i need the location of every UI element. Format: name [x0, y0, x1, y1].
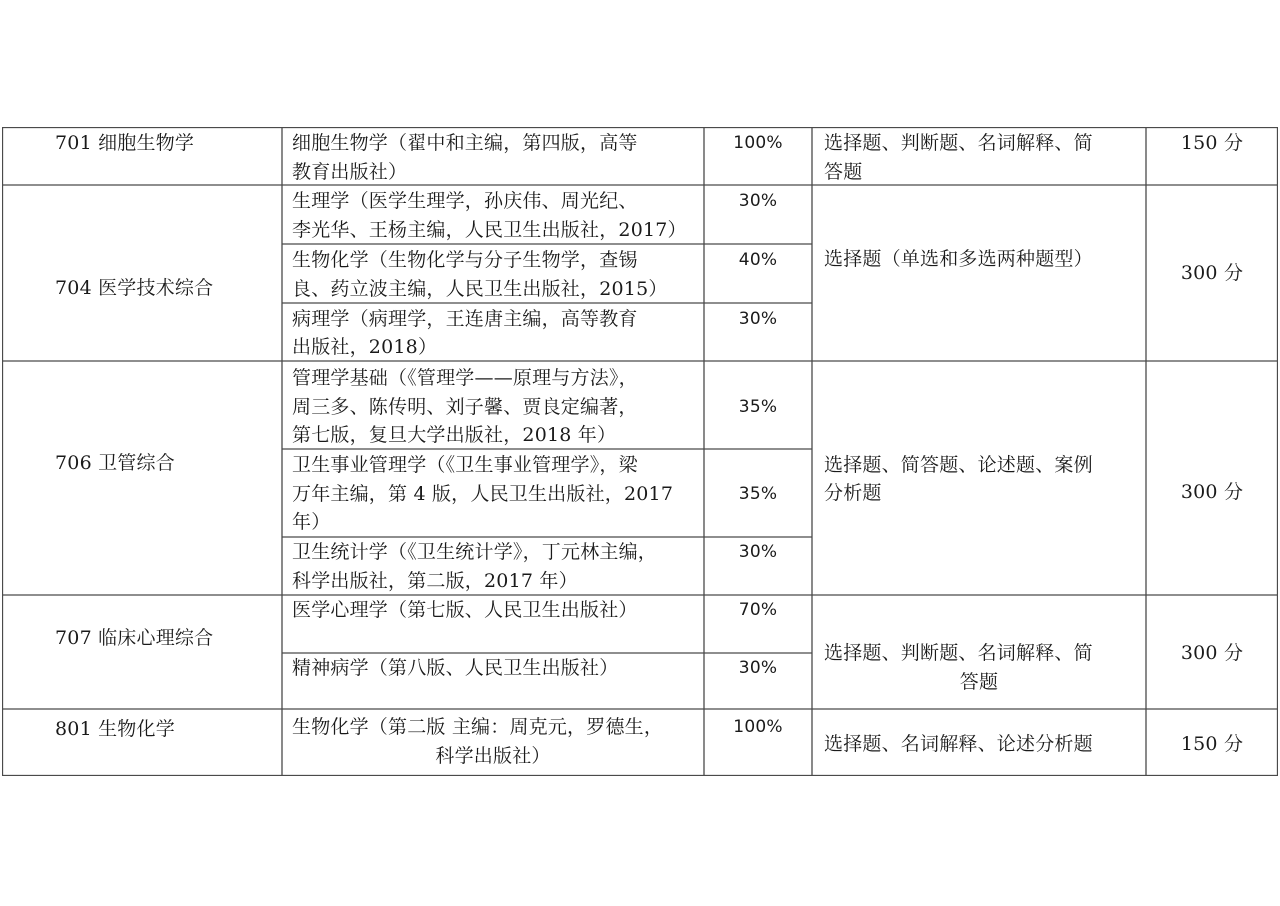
book-line: 细胞生物学（翟中和主编，第四版，高等: [292, 132, 638, 154]
question-type-line: 选择题、判断题、名词解释、简: [824, 132, 1093, 154]
percent-value: 30%: [738, 309, 778, 329]
percent-value: 40%: [738, 250, 778, 270]
book-line: 病理学（病理学，王连唐主编，高等教育: [292, 308, 638, 330]
score-value: 300 分: [1180, 642, 1244, 664]
book-line: 周三多、陈传明、刘子馨、贾良定编著，: [292, 396, 638, 418]
question-type-line: 选择题（单选和多选两种题型）: [824, 248, 1093, 270]
percent-value: 35%: [738, 397, 778, 417]
percent-value: 70%: [738, 600, 778, 620]
book-line: 科学出版社）: [435, 745, 551, 767]
subject-code-name-706: 706 卫管综合: [55, 452, 175, 474]
subject-code-name-707: 707 临床心理综合: [55, 627, 214, 649]
percent-value: 35%: [738, 484, 778, 504]
book-line: 良、药立波主编，人民卫生出版社，2015）: [292, 278, 668, 300]
book-line: 李光华、王杨主编，人民卫生出版社，2017）: [292, 219, 687, 241]
exam-subject-table: [2, 127, 1278, 776]
percent-value: 30%: [738, 191, 778, 211]
question-type-line: 答题: [959, 671, 999, 693]
book-line: 生物化学（生物化学与分子生物学，查锡: [292, 249, 638, 271]
book-line: 精神病学（第八版、人民卫生出版社）: [292, 657, 619, 679]
book-line: 医学心理学（第七版、人民卫生出版社）: [292, 599, 638, 621]
book-line: 教育出版社）: [292, 161, 408, 183]
question-type-line: 选择题、判断题、名词解释、简: [824, 642, 1093, 664]
book-line: 卫生事业管理学（《卫生事业管理学》，梁: [292, 454, 638, 476]
book-line: 卫生统计学（《卫生统计学》，丁元林主编，: [292, 541, 658, 563]
score-value: 300 分: [1180, 481, 1244, 503]
subject-code-name-704: 704 医学技术综合: [55, 277, 214, 299]
score-value: 150 分: [1180, 132, 1244, 154]
book-line: 生物化学（第二版 主编：周克元，罗德生，: [292, 716, 664, 738]
question-type-line: 答题: [824, 161, 863, 183]
percent-value: 30%: [738, 658, 778, 678]
score-value: 150 分: [1180, 733, 1244, 755]
score-value: 300 分: [1180, 262, 1244, 284]
percent-value: 30%: [738, 542, 778, 562]
question-type-line: 选择题、名词解释、论述分析题: [824, 733, 1093, 755]
book-line: 科学出版社，第二版，2017 年）: [292, 570, 578, 592]
question-type-line: 选择题、简答题、论述题、案例: [824, 454, 1093, 476]
book-line: 万年主编，第 4 版，人民卫生出版社，2017: [292, 483, 674, 505]
book-line: 第七版，复旦大学出版社，2018 年）: [292, 424, 617, 446]
question-type-line: 分析题: [824, 482, 882, 504]
percent-value: 100%: [733, 133, 783, 153]
percent-value: 100%: [733, 717, 783, 737]
book-line: 管理学基础（《管理学——原理与方法》，: [292, 367, 638, 389]
book-line: 生理学（医学生理学，孙庆伟、周光纪、: [292, 190, 638, 212]
book-line: 出版社，2018）: [292, 336, 438, 358]
subject-code-name-701: 701 细胞生物学: [55, 132, 195, 154]
subject-code-name-801: 801 生物化学: [55, 718, 175, 740]
book-line: 年）: [292, 511, 331, 533]
